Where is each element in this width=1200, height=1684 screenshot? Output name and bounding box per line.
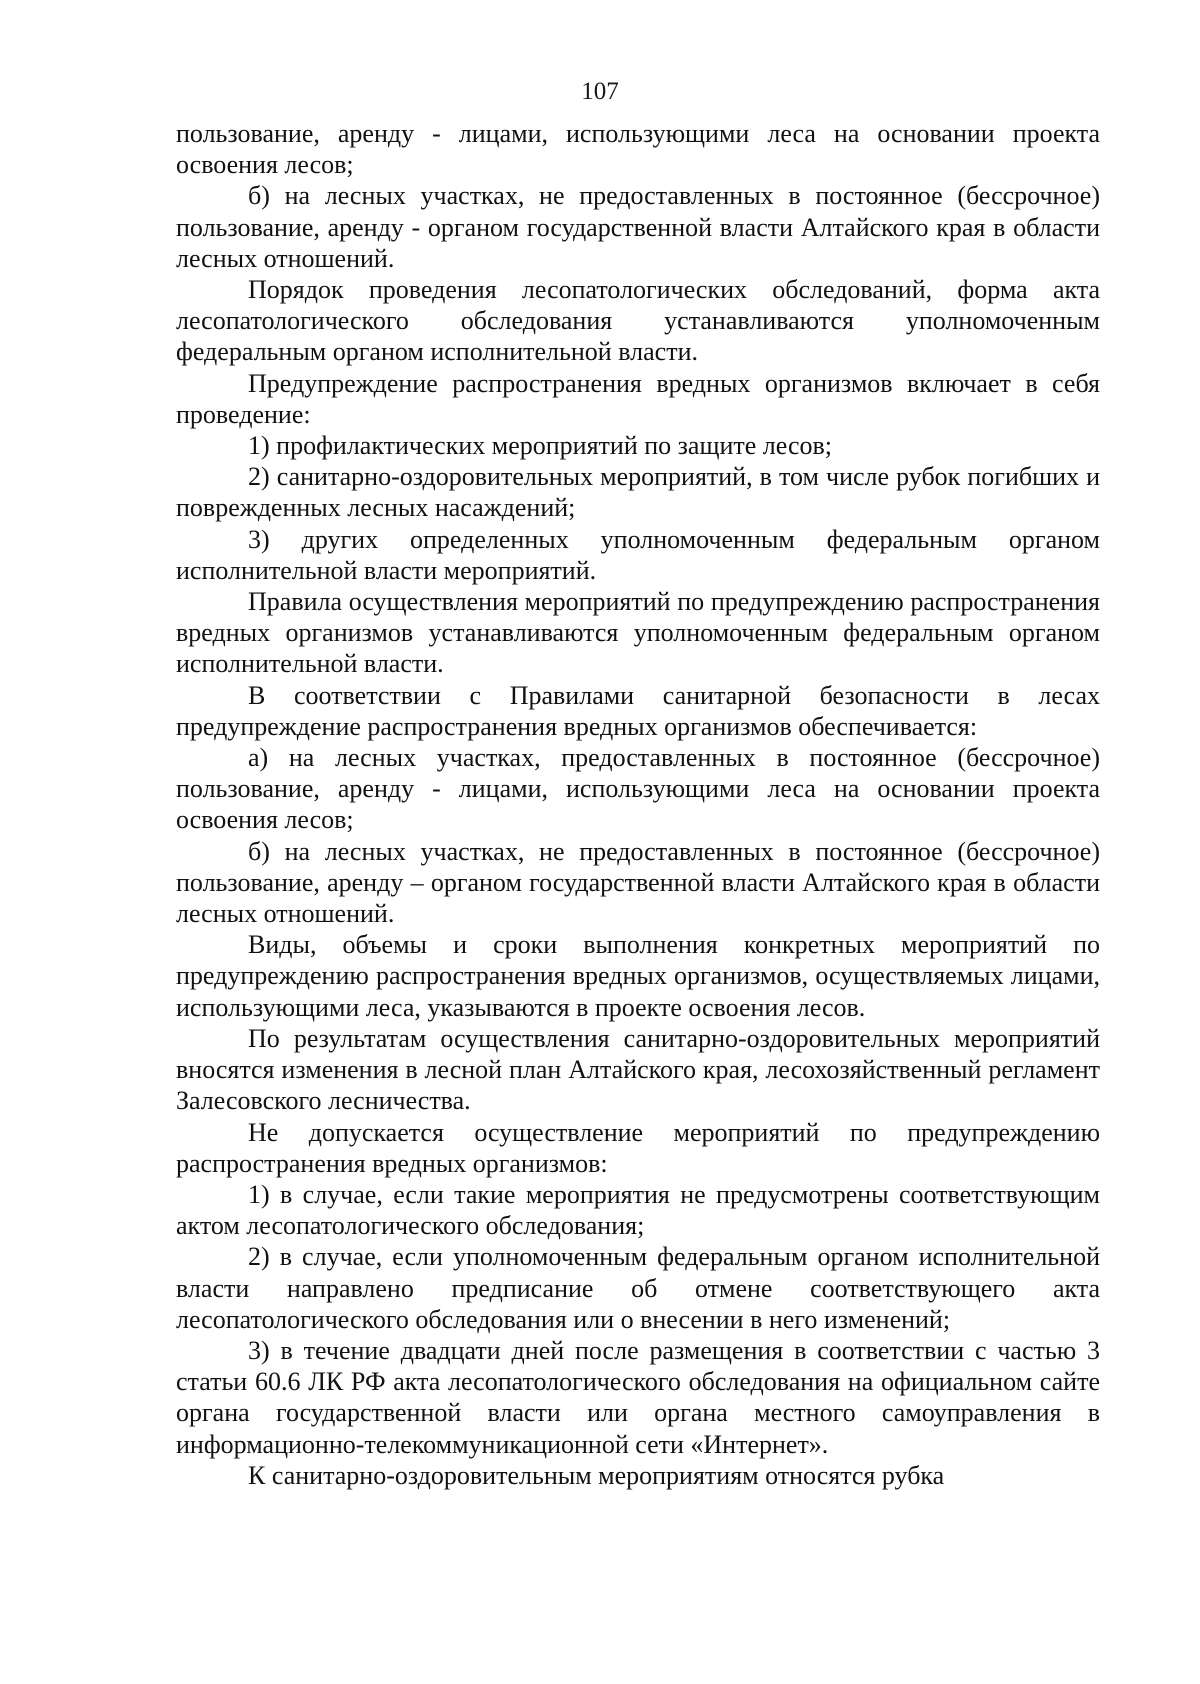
list-item-1-prophylactic: 1) профилактических мероприятий по защите лесов; (248, 431, 832, 461)
page-number: 107 (581, 78, 619, 105)
list-item-1-not-provided: 1) в случае, если такие мероприятия не предусмотрены соответствующим актом лесопатологического обследования; (176, 1179, 1100, 1241)
paragraph-survey-procedure: Порядок проведения лесопатологических обследований, форма акта лесопатологического обследования устанавливаются уполномоченным федеральным органом исполнительной власти. (176, 275, 1100, 367)
paragraph-sanitary-measures: К санитарно-оздоровительным мероприятиям относятся рубка (248, 1460, 945, 1490)
list-item-3-other: 3) других определенных уполномоченным федеральным органом исполнительной власти мероприятий. (176, 524, 1100, 585)
paragraph-sanitary-safety: В соответствии с Правилами санитарной безопасности в лесах предупреждение распространения вредных организмов обеспечивается: (176, 680, 1100, 741)
paragraph-types-volumes: Виды, объемы и сроки выполнения конкретных мероприятий по предупреждению распространения вредных организмов, осуществляемых лицами, использующими леса, указываются в проекте освоения лесов. (176, 930, 1100, 1022)
list-item-b-not-leased: б) на лесных участках, не предоставленных в постоянное (бессрочное) пользование, аренду – органом государственной власти Алтайского края в области лесных отношений. (176, 836, 1100, 929)
list-item-3-twenty-days: 3) в течение двадцати дней после размещения в соответствии с частью 3 статьи 60.6 ЛК РФ акта лесопатологического обследования на официальном сайте органа государственной власти или органа местного самоуправления в информационно-телекоммуникационной сети «Интернет». (176, 1335, 1100, 1459)
paragraph-rules: Правила осуществления мероприятий по предупреждению распространения вредных организмов устанавливаются уполномоченным федеральным органом исполнительной власти. (176, 587, 1100, 679)
list-item-2-prescription: 2) в случае, если уполномоченным федеральным органом исполнительной власти направлено предписание об отмене соответствующего акта лесопатологического обследования или о внесении в него изменений; (176, 1242, 1100, 1334)
paragraph-not-allowed: Не допускается осуществление мероприятий по предупреждению распространения вредных организмов: (176, 1117, 1100, 1178)
paragraph-item-b-1: б) на лесных участках, не предоставленных в постоянное (бессрочное) пользование, аренду - органом государственной власти Алтайского края в области лесных отношений. (176, 181, 1100, 273)
paragraph-results: По результатам осуществления санитарно-оздоровительных мероприятий вносятся изменения в лесной план Алтайского края, лесохозяйственный регламент Залесовского лесничества. (176, 1023, 1100, 1116)
document-body (176, 118, 1100, 1491)
paragraph-continuation: пользование, аренду - лицами, использующими леса на основании проекта освоения лесов; (176, 119, 1100, 180)
paragraph-prevention-intro: Предупреждение распространения вредных организмов включает в себя проведение: (176, 368, 1100, 429)
list-item-2-sanitary: 2) санитарно-оздоровительных мероприятий, в том числе рубок погибших и поврежденных лесных насаждений; (176, 462, 1100, 523)
list-item-a-leased: а) на лесных участках, предоставленных в постоянное (бессрочное) пользование, аренду - лицами, использующими леса на основании проекта освоения лесов; (176, 743, 1100, 835)
